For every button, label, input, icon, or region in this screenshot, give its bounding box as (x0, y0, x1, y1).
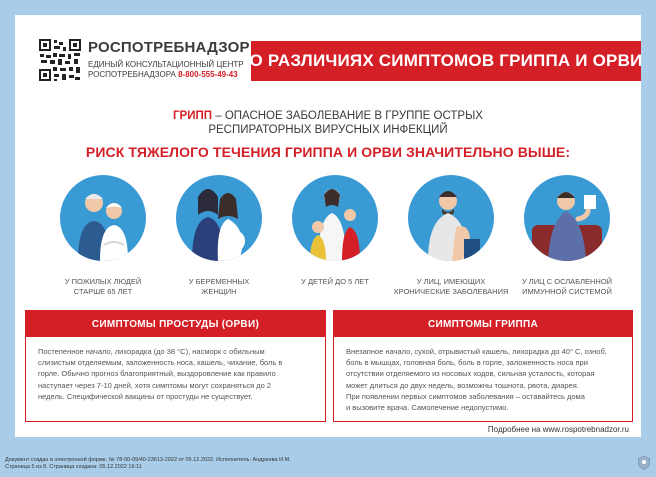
flu-symptoms-box (333, 310, 633, 422)
logo (38, 38, 250, 90)
document-footer (5, 457, 291, 471)
cold-text-line: недель. Специфической вакцины от простуды не существует. (38, 391, 253, 401)
org-center-line1: ЕДИНЫЙ КОНСУЛЬТАЦИОННЫЙ ЦЕНТР (88, 60, 244, 69)
flu-text-line: и вызовите врача. Самолечение недопустимо. (346, 403, 509, 413)
group-label-line2: ЖЕНЩИН (201, 286, 237, 296)
cold-text-line: Постепенное начало, лихорадка (до 38 °С), насморк с обильным (38, 347, 265, 356)
flu-text-line: отсутствии отделяемого из носовых ходов, сильная усталость, которая (346, 369, 595, 379)
risk-group-elderly (45, 167, 161, 296)
hotline-phone: 8-800-555-49-43 (178, 70, 238, 79)
emblem-icon (638, 456, 650, 470)
footer-line2: Страница 5 из 8. Страница создана: 05.12.2022 16:11 (5, 464, 142, 470)
group-label-line2: ХРОНИЧЕСКИЕ ЗАБОЛЕВАНИЯ (393, 286, 509, 296)
poster (15, 15, 641, 437)
title-banner (251, 41, 641, 81)
cold-text-line: горле. Обычно прогноз благоприятный, выздоровление как правило (38, 369, 276, 379)
group-label-line1: У ПОЖИЛЫХ ЛЮДЕЙ (64, 277, 142, 286)
group-label-line1: У ЛИЦ, ИМЕЮЩИХ (416, 277, 486, 286)
group-label-line1: У БЕРЕМЕННЫХ (188, 277, 250, 286)
flu-text-line: может длиться до двух недель, возможны тошнота, рвота, диарея. (346, 380, 579, 390)
risk-group-chronic (393, 167, 509, 296)
mother-with-children-icon (292, 175, 378, 261)
intro-flu-word: ГРИПП (173, 110, 213, 122)
cold-text-line: слизистым отделяемым, заложенность носа, кашель, чихание, боль в (38, 358, 283, 368)
risk-group-children (277, 167, 393, 287)
pregnant-woman-icon (176, 175, 262, 261)
flu-text-line: При появлении первых симптомов заболевания – оставайтесь дома (346, 391, 585, 401)
weak-immunity-person-icon (524, 175, 610, 261)
qr-code-icon (38, 38, 82, 82)
flu-text-line: Внезапное начало, сухой, отрывистый кашель, лихорадка до 40° С, озноб, (346, 347, 607, 356)
cold-symptoms-heading: СИМПТОМЫ ПРОСТУДЫ (ОРВИ) (26, 311, 325, 337)
org-consult-center (88, 60, 244, 80)
footer-line1: Документ создан в электронной форме. № 78-00-09/40-23613-2022 от 05.12.2022. Исполнитель: Андреева И.М. (5, 457, 291, 463)
intro-line2: РЕСПИРАТОРНЫХ ВИРУСНЫХ ИНФЕКЦИЙ (208, 124, 448, 136)
cold-symptoms-text (26, 337, 325, 402)
flu-symptoms-text (334, 337, 632, 413)
group-label-line2: СТАРШЕ 65 ЛЕТ (73, 286, 133, 296)
cold-text-line: наступает через 7-10 дней, хотя симптомы могут сохраняться до 2 (38, 380, 272, 390)
flu-symptoms-heading: СИМПТОМЫ ГРИППА (334, 311, 632, 337)
intro-text (15, 109, 641, 137)
intro-line1: – ОПАСНОЕ ЗАБОЛЕВАНИЕ В ГРУППЕ ОСТРЫХ (212, 110, 483, 122)
risk-group-weak-immunity (509, 167, 625, 296)
risk-heading: РИСК ТЯЖЕЛОГО ТЕЧЕНИЯ ГРИППА И ОРВИ ЗНАЧИТЕЛЬНО ВЫШЕ: (85, 144, 571, 160)
flu-text-line: боль в мышцах, головная боль, боль в горле, заложенность носа при (346, 358, 588, 368)
group-label-line2: ИММУННОЙ СИСТЕМОЙ (522, 286, 612, 296)
risk-group-pregnant (161, 167, 277, 296)
group-label-line1: У ЛИЦ С ОСЛАБЛЕННОЙ (521, 277, 613, 286)
chronic-patient-icon (408, 175, 494, 261)
cold-symptoms-box (25, 310, 326, 422)
risk-groups (45, 167, 625, 307)
page-title: О РАЗЛИЧИЯХ СИМПТОМОВ ГРИППА И ОРВИ (249, 51, 643, 70)
org-name: РОСПОТРЕБНАДЗОР (88, 39, 250, 56)
org-center-line2: РОСПОТРЕБНАДЗОРА (88, 70, 176, 79)
group-label-line1: У ДЕТЕЙ ДО 5 ЛЕТ (301, 277, 369, 286)
more-info-link[interactable]: Подробнее на www.rospotrebnadzor.ru (487, 425, 629, 434)
elderly-couple-icon (60, 175, 146, 261)
